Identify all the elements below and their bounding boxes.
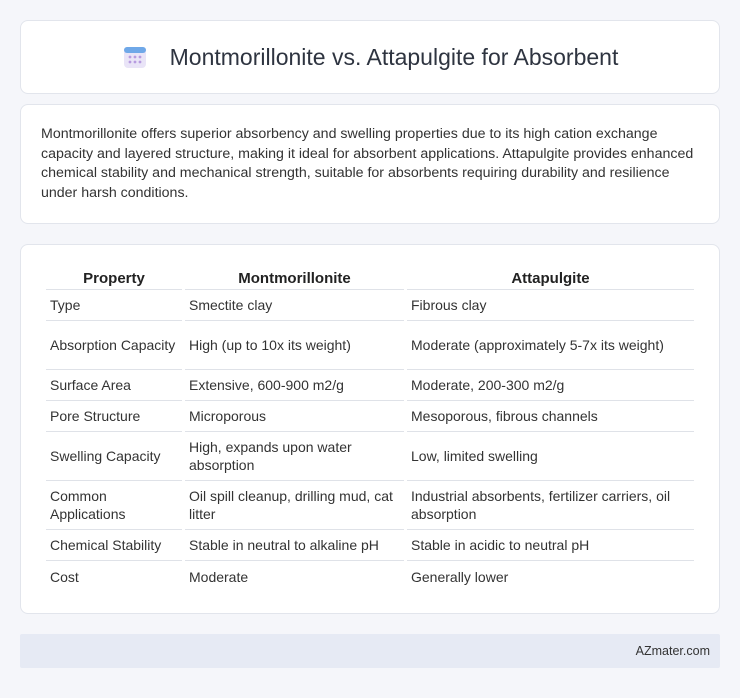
header-attapulgite: Attapulgite	[407, 265, 694, 290]
comparison-table	[43, 265, 697, 592]
cell-property: Chemical Stability	[46, 530, 182, 561]
table-row	[46, 561, 694, 592]
cell-property: Pore Structure	[46, 401, 182, 432]
title-card	[20, 20, 720, 94]
cell-property: Common Applications	[46, 481, 182, 530]
table-row	[46, 432, 694, 481]
cell-montmorillonite: High, expands upon water absorption	[185, 432, 404, 481]
summary-text: Montmorillonite offers superior absorbency and swelling properties due to its high cation exchange capacity and layered structure, making it ideal for absorbent applications. Attapulgite provides enhanced chemical stability and mechanical strength, suitable for absorbents requiring durability and resilience under harsh conditions.	[41, 126, 694, 201]
header-property: Property	[46, 265, 182, 290]
cell-montmorillonite: Stable in neutral to alkaline pH	[185, 530, 404, 561]
cell-property: Surface Area	[46, 370, 182, 401]
footer-brand[interactable]: AZmater.com	[635, 644, 710, 658]
cell-montmorillonite: Moderate	[189, 568, 249, 585]
page-title: Montmorillonite vs. Attapulgite for Absorbent	[169, 43, 619, 70]
summary-card	[20, 104, 720, 224]
table-row	[46, 481, 694, 530]
table-row	[46, 290, 694, 321]
header-montmorillonite: Montmorillonite	[185, 265, 404, 290]
cell-property: Absorption Capacity	[46, 321, 182, 370]
cell-property: Type	[46, 290, 182, 321]
cell-attapulgite: Generally lower	[411, 568, 509, 585]
cell-montmorillonite: Microporous	[185, 401, 404, 432]
cell-montmorillonite: Smectite clay	[185, 290, 404, 321]
table-header-row	[46, 265, 694, 290]
cell-attapulgite: Moderate (approximately 5-7x its weight)	[407, 321, 694, 370]
cell-property: Swelling Capacity	[46, 432, 182, 481]
cell-attapulgite: Fibrous clay	[407, 290, 694, 321]
cell-montmorillonite: Extensive, 600-900 m2/g	[185, 370, 404, 401]
calendar-icon	[122, 44, 148, 70]
footer	[20, 634, 720, 668]
cell-attapulgite: Low, limited swelling	[407, 432, 694, 481]
table-row	[46, 370, 694, 401]
cell-attapulgite: Industrial absorbents, fertilizer carriers, oil absorption	[407, 481, 694, 530]
cell-property: Cost	[50, 568, 79, 585]
table-row	[46, 401, 694, 432]
cell-montmorillonite: Oil spill cleanup, drilling mud, cat litter	[185, 481, 404, 530]
table-row	[46, 530, 694, 561]
table-row	[46, 321, 694, 370]
cell-attapulgite: Mesoporous, fibrous channels	[407, 401, 694, 432]
cell-montmorillonite: High (up to 10x its weight)	[185, 321, 404, 370]
comparison-table-card	[20, 244, 720, 614]
cell-attapulgite: Moderate, 200-300 m2/g	[407, 370, 694, 401]
cell-attapulgite: Stable in acidic to neutral pH	[407, 530, 694, 561]
